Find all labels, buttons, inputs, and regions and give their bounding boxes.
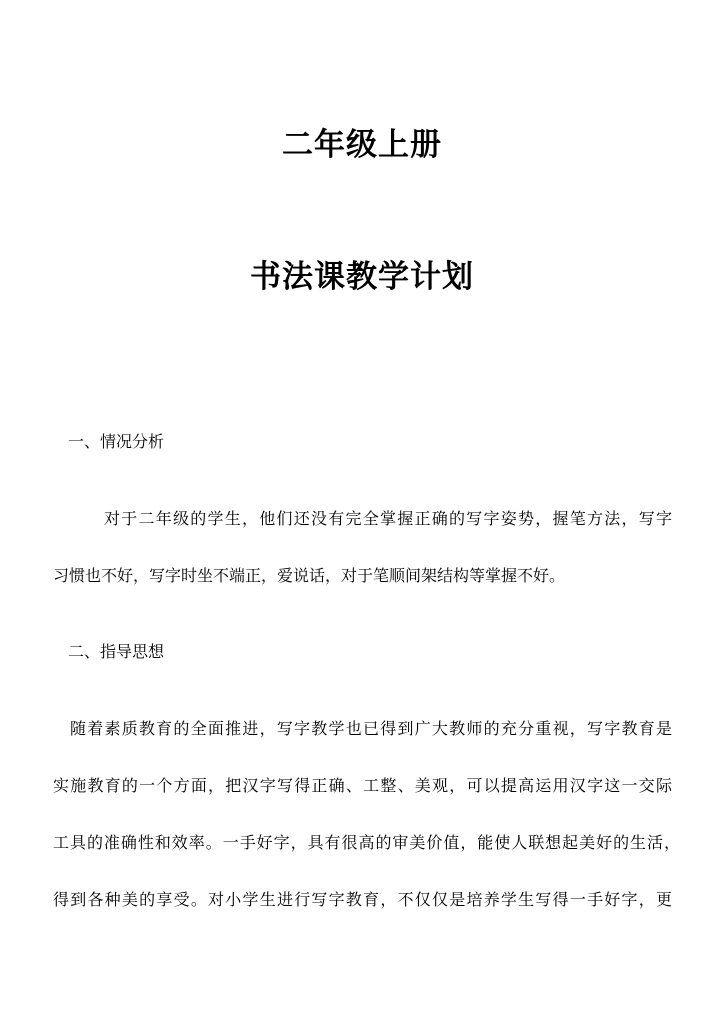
section-heading-guiding-ideology: 二、指导思想 xyxy=(68,642,165,661)
paragraph-line: 对于二年级的学生，他们还没有完全掌握正确的写字姿势，握笔方法，写字 xyxy=(104,509,672,528)
section-heading-situation-analysis: 一、情况分析 xyxy=(68,432,165,451)
paragraph-line: 实施教育的一个方面，把汉字写得正确、工整、美观，可以提高运用汉字这一交际 xyxy=(53,776,672,795)
paragraph-line: 随着素质教育的全面推进，写字教学也已得到广大教师的充分重视，写字教育是 xyxy=(70,719,672,738)
paragraph-line: 得到各种美的享受。对小学生进行写字教育，不仅仅是培养学生写得一手好字，更 xyxy=(53,890,672,909)
paragraph-line: 工具的准确性和效率。一手好字，具有很高的审美价值，能使人联想起美好的生活， xyxy=(53,833,680,852)
paragraph-line: 习惯也不好，写字时坐不端正，爱说话，对于笔顺间架结构等掌握不好。 xyxy=(53,566,566,585)
document-subtitle: 书法课教学计划 xyxy=(250,259,474,295)
document-title: 二年级上册 xyxy=(282,127,442,163)
